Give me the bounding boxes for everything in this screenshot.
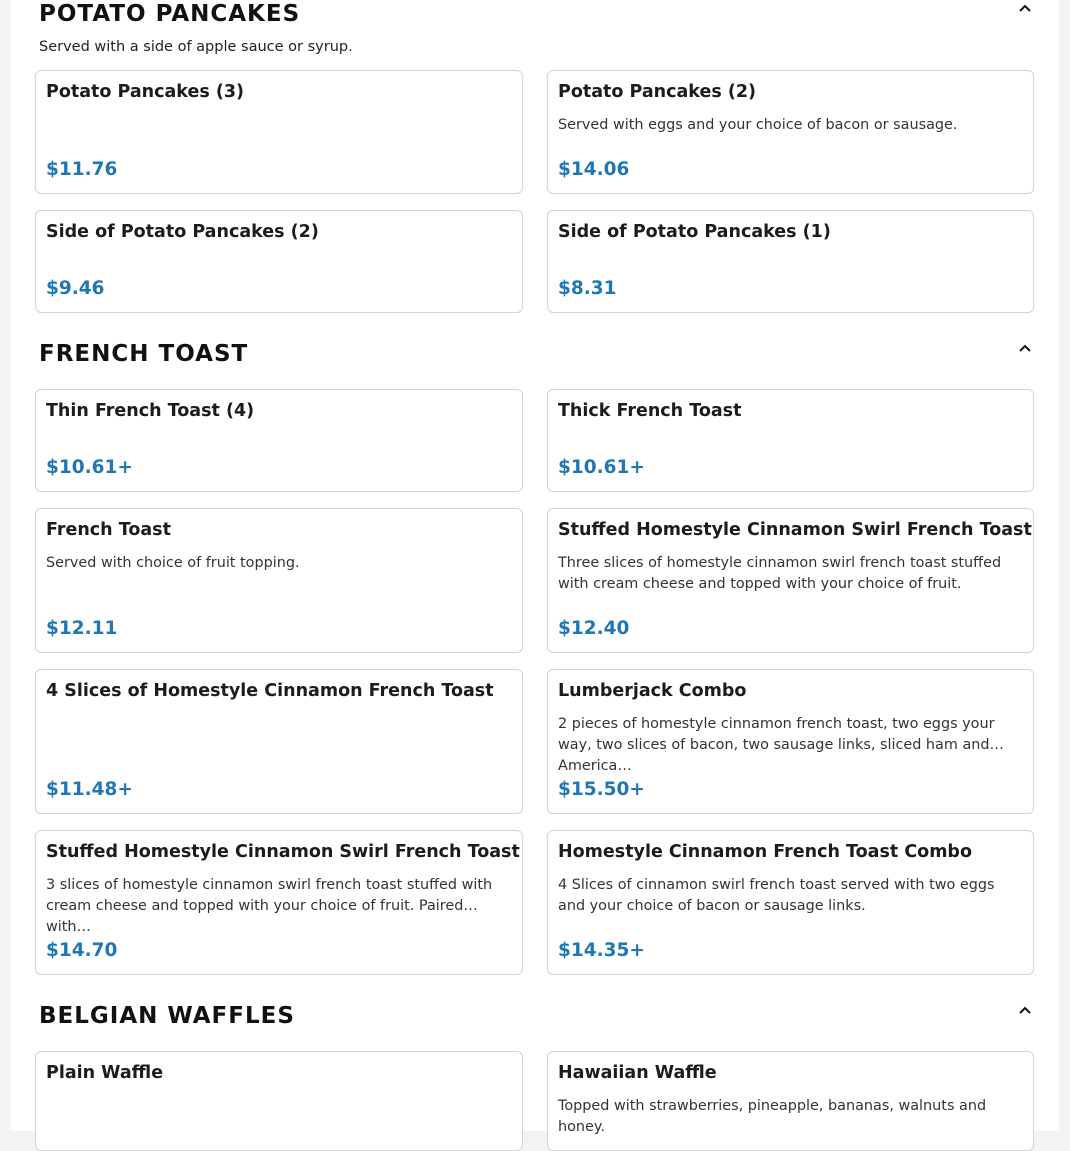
item-price: $8.31 bbox=[558, 278, 617, 299]
menu-item-card[interactable] bbox=[35, 210, 523, 313]
section-title: FRENCH TOAST bbox=[39, 341, 249, 367]
item-description: 3 slices of homestyle cinnamon swirl french toast stuffed with cream cheese and topped with your choice of fruit. Paired with… bbox=[46, 877, 493, 935]
item-price: $12.11 bbox=[46, 618, 118, 639]
item-price: $14.06 bbox=[558, 159, 630, 180]
item-price: $14.70 bbox=[46, 940, 118, 961]
item-name: Side of Potato Pancakes (2) bbox=[46, 222, 319, 242]
item-description: Served with choice of fruit topping. bbox=[46, 555, 300, 571]
menu-item-card[interactable] bbox=[547, 830, 1034, 975]
chevron-up-icon[interactable] bbox=[1017, 0, 1033, 16]
item-price: $11.48+ bbox=[46, 779, 133, 800]
menu-item-card[interactable] bbox=[35, 669, 523, 814]
item-name: Stuffed Homestyle Cinnamon Swirl French Toast bbox=[46, 842, 520, 862]
section-subtitle: Served with a side of apple sauce or syrup. bbox=[39, 39, 353, 55]
item-price: $9.46 bbox=[46, 278, 105, 299]
item-price: $15.50+ bbox=[558, 779, 645, 800]
item-price: $10.61+ bbox=[46, 457, 133, 478]
item-price: $14.35+ bbox=[558, 940, 645, 961]
item-name: Side of Potato Pancakes (1) bbox=[558, 222, 831, 242]
item-name: Lumberjack Combo bbox=[558, 681, 747, 701]
item-name: Thick French Toast bbox=[558, 401, 742, 421]
item-name: Plain Waffle bbox=[46, 1063, 164, 1083]
menu-item-card[interactable] bbox=[35, 1051, 523, 1151]
menu-item-card[interactable] bbox=[547, 70, 1034, 194]
menu-item-card[interactable] bbox=[35, 389, 523, 492]
item-price: $10.61+ bbox=[558, 457, 645, 478]
item-name: French Toast bbox=[46, 520, 171, 540]
item-name: Potato Pancakes (3) bbox=[46, 82, 245, 102]
menu-item-card[interactable] bbox=[547, 210, 1034, 313]
item-name: Hawaiian Waffle bbox=[558, 1063, 717, 1083]
item-name: Homestyle Cinnamon French Toast Combo bbox=[558, 842, 972, 862]
item-description: Three slices of homestyle cinnamon swirl french toast stuffed with cream cheese and topped with your choice of fruit. bbox=[558, 555, 1002, 592]
menu-item-card[interactable] bbox=[35, 70, 523, 194]
section-title: POTATO PANCAKES bbox=[39, 1, 301, 27]
menu-item-card[interactable] bbox=[35, 830, 523, 975]
menu-page bbox=[11, 0, 1059, 1135]
item-name: Thin French Toast (4) bbox=[46, 401, 255, 421]
menu-item-card[interactable] bbox=[35, 508, 523, 653]
chevron-up-icon[interactable] bbox=[1017, 1002, 1033, 1018]
menu-item-card[interactable] bbox=[547, 669, 1034, 814]
item-name: Stuffed Homestyle Cinnamon Swirl French Toast bbox=[558, 520, 1032, 540]
item-name: 4 Slices of Homestyle Cinnamon French Toast bbox=[46, 681, 494, 701]
chevron-up-icon[interactable] bbox=[1017, 340, 1033, 356]
item-description: Served with eggs and your choice of bacon or sausage. bbox=[558, 117, 958, 133]
item-description: Topped with strawberries, pineapple, bananas, walnuts and honey. bbox=[558, 1098, 987, 1135]
menu-item-card[interactable] bbox=[547, 1051, 1034, 1151]
item-name: Potato Pancakes (2) bbox=[558, 82, 757, 102]
item-description: 2 pieces of homestyle cinnamon french toast, two eggs your way, two slices of bacon, two sausage links, sliced ham and America… bbox=[558, 716, 995, 774]
item-price: $11.76 bbox=[46, 159, 118, 180]
section-title: BELGIAN WAFFLES bbox=[39, 1003, 295, 1029]
item-description: 4 Slices of cinnamon swirl french toast served with two eggs and your choice of bacon or sausage links. bbox=[558, 877, 995, 914]
menu-item-card[interactable] bbox=[547, 508, 1034, 653]
item-price: $12.40 bbox=[558, 618, 630, 639]
menu-item-card[interactable] bbox=[547, 389, 1034, 492]
